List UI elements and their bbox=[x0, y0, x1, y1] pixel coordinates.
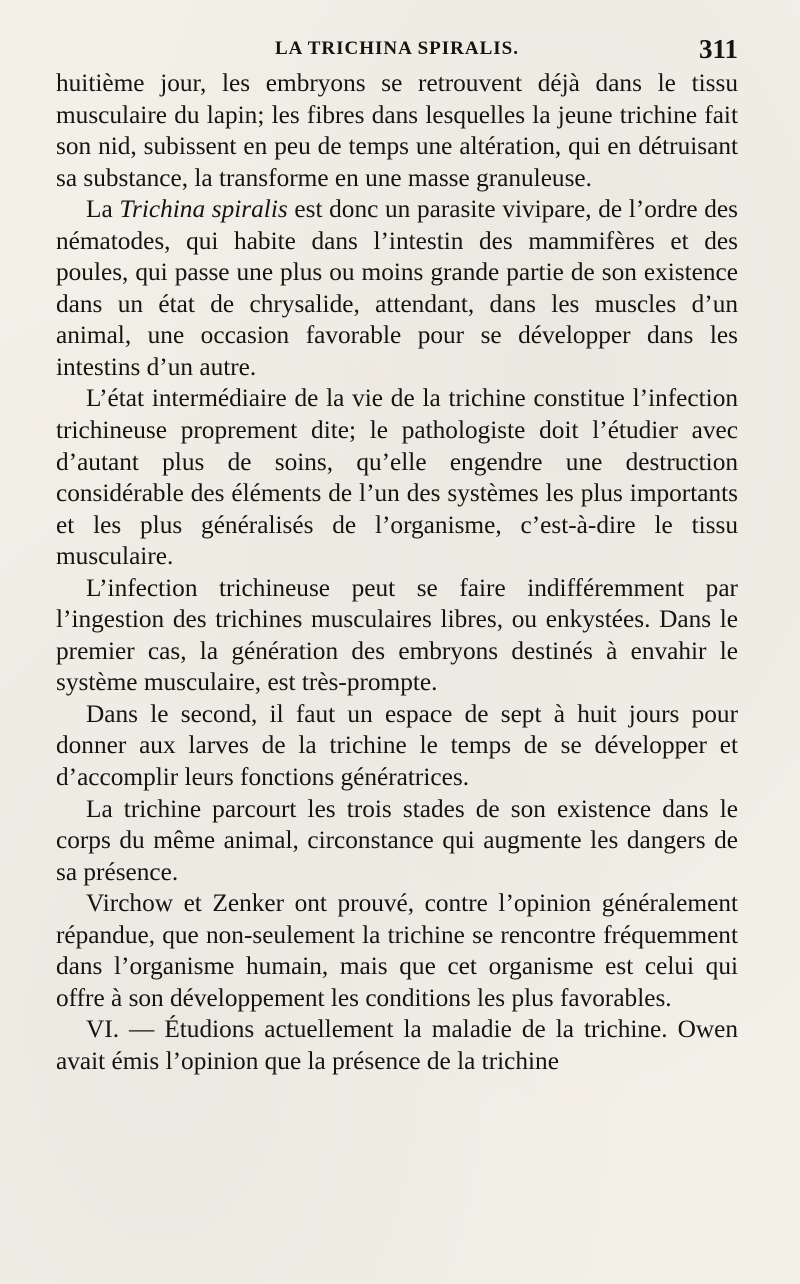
page-number: 311 bbox=[698, 34, 738, 64]
paragraph-3 bbox=[56, 383, 738, 572]
running-title: LA TRICHINA SPIRALIS. bbox=[275, 38, 519, 59]
paragraph-text: L’infection trichineuse peut se faire indifféremment par l’ingestion des trichines musculaires libres, ou enkystées. Dans le premier cas, la génération des embryons destinés à envahir le système musculaire, est très-prompte. bbox=[56, 573, 738, 697]
paragraph-text: Dans le second, il faut un espace de sept à huit jours pour donner aux larves de la trichine le temps de se développer et d’accomplir leurs fonctions génératrices. bbox=[56, 699, 738, 792]
paragraph-text: L’état intermédiaire de la vie de la trichine constitue l’infection trichineuse proprement dite; le pathologiste doit l’étudier avec d’autant plus de soins, qu’elle engendre une destruction considérable des éléments de l’un des systèmes les plus importants et les plus généralisés de l’organisme, c’est-à-dire le tissu musculaire. bbox=[56, 384, 738, 571]
paragraph-7 bbox=[56, 888, 738, 1014]
body-text bbox=[56, 68, 738, 1078]
paragraph-8 bbox=[56, 1014, 738, 1077]
paragraph-text: La trichine parcourt les trois stades de son existence dans le corps du même animal, circonstance qui augmente les dangers de sa présence. bbox=[56, 794, 738, 886]
species-name: Trichina spiralis bbox=[119, 195, 288, 224]
paragraph-text: est donc un parasite vivipare, de l’ordre des nématodes, qui habite dans l’intestin des mammifères et des poules, qui passe une plus ou moins grande partie de son existence dans un état de chrysalide, attendant, dans les muscles d’un animal, une occasion favorable pour se développer dans les intestins d’un autre. bbox=[56, 195, 738, 381]
page-header bbox=[56, 34, 738, 68]
paragraph-1 bbox=[56, 68, 738, 194]
paragraph-lead: La bbox=[86, 195, 120, 224]
paragraph-5 bbox=[56, 699, 738, 794]
paragraph-text: Virchow et Zenker ont prouvé, contre l’opinion généralement répandue, que non-seulement la trichine se rencontre fréquemment dans l’organisme humain, mais que cet organisme est celui qui offre à son développement les conditions les plus favorables. bbox=[56, 889, 738, 1012]
paragraph-6 bbox=[56, 794, 738, 889]
paragraph-text: VI. — Étudions actuellement la maladie de la trichine. Owen avait émis l’opinion que la présence de la trichine bbox=[56, 1015, 738, 1075]
paragraph-2 bbox=[56, 194, 738, 383]
paragraph-text: huitième jour, les embryons se retrouvent déjà dans le tissu musculaire du lapin; les fibres dans lesquelles la jeune trichine fait son nid, subissent en peu de temps une altération, qui en détruisant sa substance, la transforme en une masse granuleuse. bbox=[56, 69, 738, 192]
paragraph-4 bbox=[56, 573, 738, 699]
